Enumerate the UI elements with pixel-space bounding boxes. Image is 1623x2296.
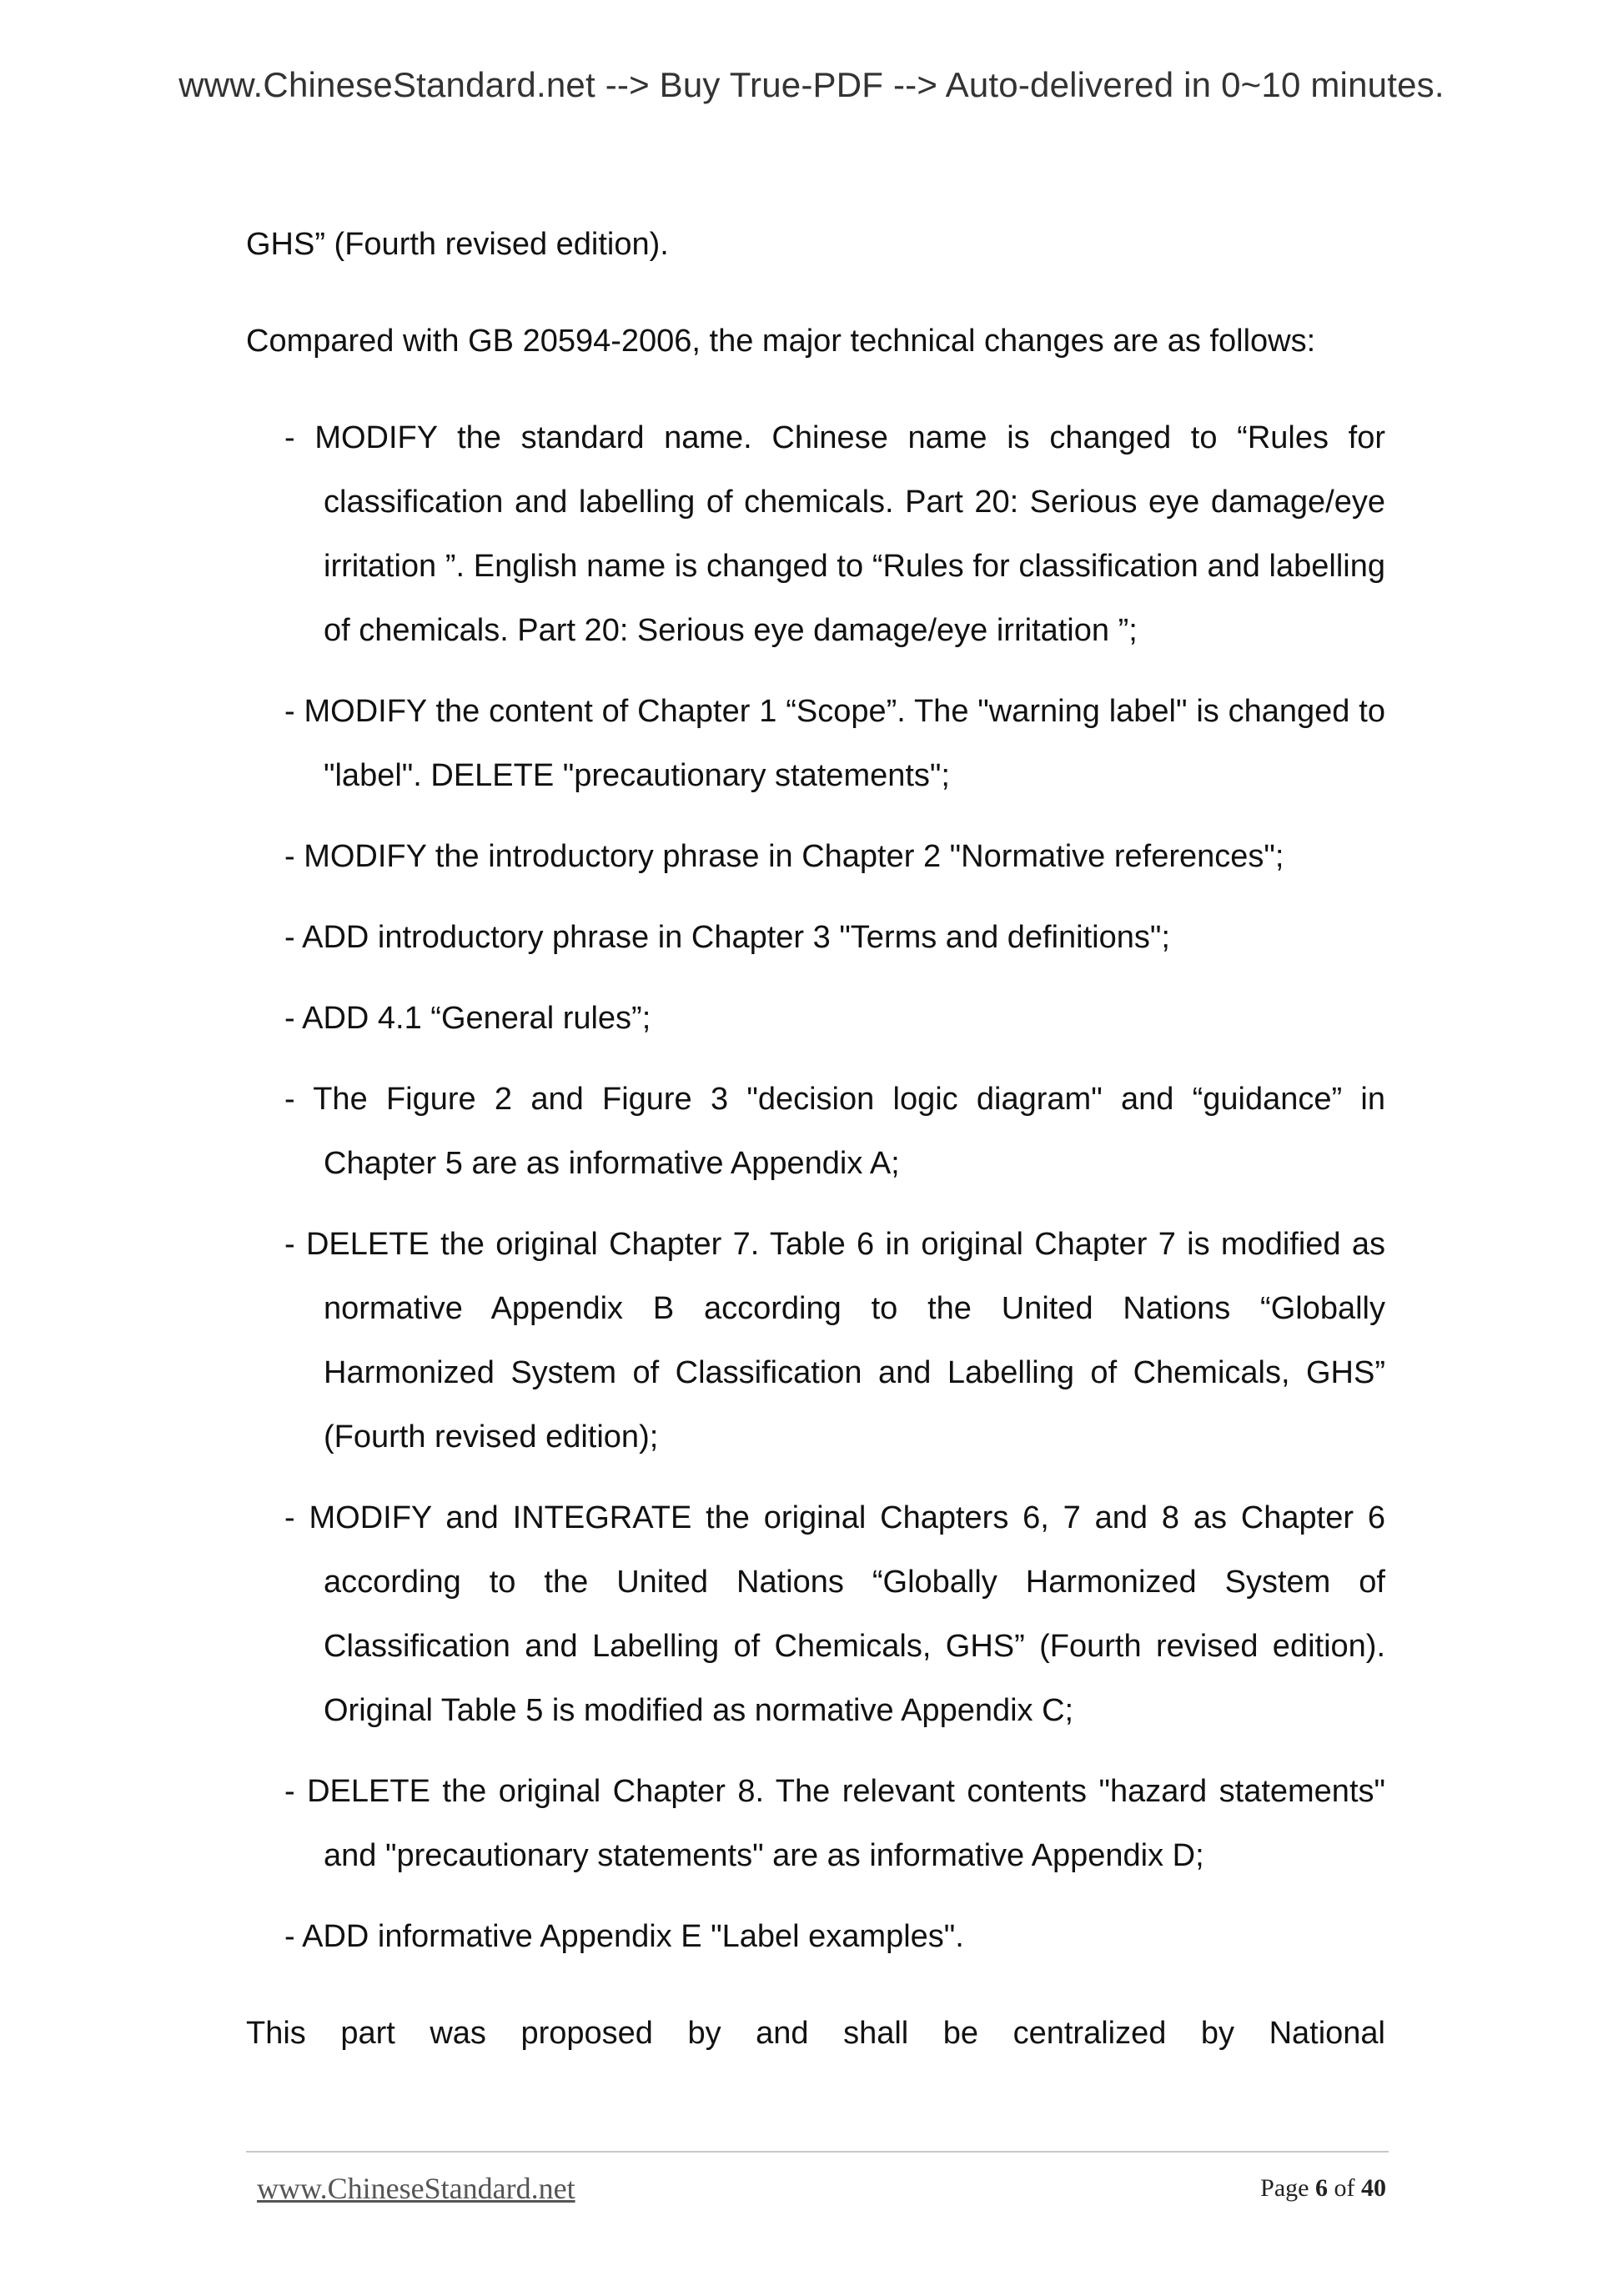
list-item: - DELETE the original Chapter 7. Table 6 in original Chapter 7 is modified as normative Appendix B according to the United Nations “Globally Harmonized System of Classification and Labelling of Chemicals, GHS” (Fourth revised edition); bbox=[284, 1227, 1385, 1454]
page-of: of bbox=[1334, 2174, 1355, 2202]
footer-divider bbox=[246, 2151, 1389, 2153]
page-number bbox=[1260, 2174, 1386, 2203]
changes-list bbox=[246, 406, 1385, 1969]
footer-site-link[interactable]: www.ChineseStandard.net bbox=[257, 2172, 575, 2205]
list-item: - ADD 4.1 “General rules”; bbox=[284, 1001, 651, 1036]
document-body bbox=[246, 213, 1385, 2098]
list-item: - ADD informative Appendix E "Label examples". bbox=[284, 1919, 964, 1954]
changes-intro: Compared with GB 20594-2006, the major technical changes are as follows: bbox=[246, 324, 1316, 359]
closing-fragment: This part was proposed by and shall be centralized by National bbox=[246, 2016, 1385, 2051]
page-prefix: Page bbox=[1260, 2174, 1309, 2202]
top-banner: www.ChineseStandard.net --> Buy True-PDF --> Auto-delivered in 0~10 minutes. bbox=[178, 65, 1445, 104]
list-item: - DELETE the original Chapter 8. The relevant contents "hazard statements" and "precautionary statements" are as informative Appendix D; bbox=[284, 1774, 1385, 1873]
list-item: - MODIFY the introductory phrase in Chapter 2 "Normative references"; bbox=[284, 839, 1284, 874]
list-item: - ADD introductory phrase in Chapter 3 "Terms and definitions"; bbox=[284, 920, 1170, 955]
page-current: 6 bbox=[1315, 2174, 1328, 2202]
list-item: - The Figure 2 and Figure 3 "decision logic diagram" and “guidance” in Chapter 5 are as informative Appendix A; bbox=[284, 1082, 1385, 1181]
intro-fragment: GHS” (Fourth revised edition). bbox=[246, 227, 669, 262]
page-total: 40 bbox=[1361, 2174, 1386, 2202]
list-item: - MODIFY and INTEGRATE the original Chapters 6, 7 and 8 as Chapter 6 according to the United Nations “Globally Harmonized System of Classification and Labelling of Chemicals, GHS” (Fourth revised edition). Original Table 5 is modified as normative Appendix C; bbox=[284, 1500, 1385, 1728]
list-item: - MODIFY the standard name. Chinese name is changed to “Rules for classification and labelling of chemicals. Part 20: Serious eye damage/eye irritation ”. English name is changed to “Rules for classification and labelling of chemicals. Part 20: Serious eye damage/eye irritation ”; bbox=[284, 420, 1385, 648]
list-item: - MODIFY the content of Chapter 1 “Scope”. The "warning label" is changed to "label". DELETE "precautionary statements"; bbox=[284, 694, 1385, 793]
